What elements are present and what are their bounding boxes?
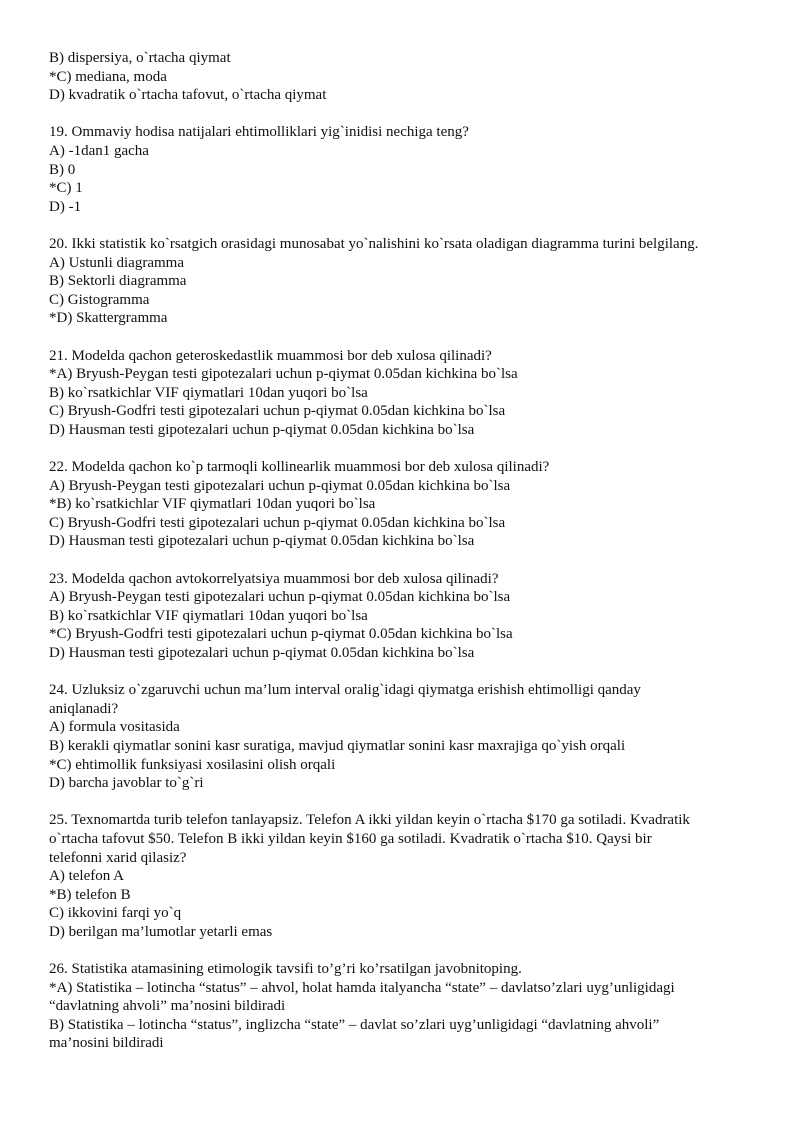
answer-option: B) ko`rsatkichlar VIF qiymatlari 10dan yuqori bo`lsa [49,384,368,401]
answer-option: *A) Statistika – lotincha “status” – ahvol, holat hamda italyancha “state” – davlatso’zlari uyg’unligidagi “davlatning ahvoli” ma’nosini bildiradi [49,979,675,1015]
question-text: 24. Uzluksiz o`zgaruvchi uchun ma’lum interval oralig`idagi qiymatga erishish ehtimolligi qanday aniqlanadi? [49,682,641,717]
answer-option: A) -1dan1 gacha [49,142,149,159]
answer-option: C) Bryush-Godfri testi gipotezalari uchun p-qiymat 0.05dan kichkina bo`lsa [49,514,506,531]
answer-option: A) Bryush-Peygan testi gipotezalari uchun p-qiymat 0.05dan kichkina bo`lsa [49,589,511,606]
question-block-22 [49,458,759,551]
answer-option: B) 0 [49,161,76,178]
question-block-18 [49,49,759,105]
answer-option: *B) ko`rsatkichlar VIF qiymatlari 10dan yuqori bo`lsa [49,496,376,513]
answer-option: C) Gistogramma [49,291,150,308]
question-text: 25. Texnomartda turib telefon tanlayapsiz. Telefon A ikki yildan keyin o`rtacha $170 ga sotiladi. Kvadratik o`rtacha tafovut $50. Telefon B ikki yildan keyin $160 ga sotiladi. Kvadratik o`rtacha $10. Qaysi bir telefonni xarid qilasiz? [49,812,690,866]
answer-option: D) Hausman testi gipotezalari uchun p-qiymat 0.05dan kichkina bo`lsa [49,645,475,661]
question-block-24 [49,681,759,793]
answer-option: D) kvadratik o`rtacha tafovut, o`rtacha qiymat [49,87,327,104]
answer-option: B) Sektorli diagramma [49,273,187,290]
answer-option: B) ko`rsatkichlar VIF qiymatlari 10dan yuqori bo`lsa [49,607,368,624]
question-text: 22. Modelda qachon ko`p tarmoqli kollinearlik muammosi bor deb xulosa qilinadi? [49,459,550,476]
question-block-19 [49,123,759,216]
answer-option: A) formula vositasida [49,719,180,736]
document-page [49,49,759,1072]
question-block-21 [49,347,759,440]
question-block-20 [49,235,759,328]
answer-option: *A) Bryush-Peygan testi gipotezalari uchun p-qiymat 0.05dan kichkina bo`lsa [49,366,518,383]
answer-option: D) berilgan ma’lumotlar yetarli emas [49,923,273,940]
answer-option: D) barcha javoblar to`g`ri [49,775,204,792]
answer-option: B) Statistika – lotincha “status”, inglizcha “state” – davlat so’zlari uyg’unligidagi “davlatning ahvoli” ma’nosini bildiradi [49,1016,660,1052]
answer-option: B) dispersiya, o`rtacha qiymat [49,50,231,66]
question-block-26 [49,960,759,1053]
question-text: 21. Modelda qachon geteroskedastlik muammosi bor deb xulosa qilinadi? [49,347,492,364]
question-block-25 [49,811,759,941]
answer-option: A) Bryush-Peygan testi gipotezalari uchun p-qiymat 0.05dan kichkina bo`lsa [49,477,511,494]
answer-option: D) Hausman testi gipotezalari uchun p-qiymat 0.05dan kichkina bo`lsa [49,533,475,550]
answer-option: D) Hausman testi gipotezalari uchun p-qiymat 0.05dan kichkina bo`lsa [49,421,475,438]
question-text: 26. Statistika atamasining etimologik tavsifi to’g’ri ko’rsatilgan javobnitoping. [49,961,522,978]
answer-option: A) telefon A [49,868,124,885]
question-text: 23. Modelda qachon avtokorrelyatsiya muammosi bor deb xulosa qilinadi? [49,570,499,587]
answer-option: *B) telefon B [49,886,131,903]
answer-option: *D) Skattergramma [49,310,168,327]
answer-option: *C) mediana, moda [49,68,167,85]
answer-option: D) -1 [49,198,82,215]
question-block-23 [49,570,759,663]
question-text: 19. Ommaviy hodisa natijalari ehtimolliklari yig`inidisi nechiga teng? [49,124,469,141]
answer-option: C) ikkovini farqi yo`q [49,905,182,922]
answer-option: *C) 1 [49,180,83,197]
question-text: 20. Ikki statistik ko`rsatgich orasidagi munosabat yo`nalishini ko`rsata oladigan diagramma turini belgilang. [49,235,699,252]
answer-option: C) Bryush-Godfri testi gipotezalari uchun p-qiymat 0.05dan kichkina bo`lsa [49,403,506,420]
answer-option: A) Ustunli diagramma [49,254,184,271]
answer-option: *C) ehtimollik funksiyasi xosilasini olish orqali [49,756,336,773]
answer-option: B) kerakli qiymatlar sonini kasr suratiga, mavjud qiymatlar sonini kasr maxrajiga qo`yish orqali [49,737,626,754]
answer-option: *C) Bryush-Godfri testi gipotezalari uchun p-qiymat 0.05dan kichkina bo`lsa [49,626,513,643]
